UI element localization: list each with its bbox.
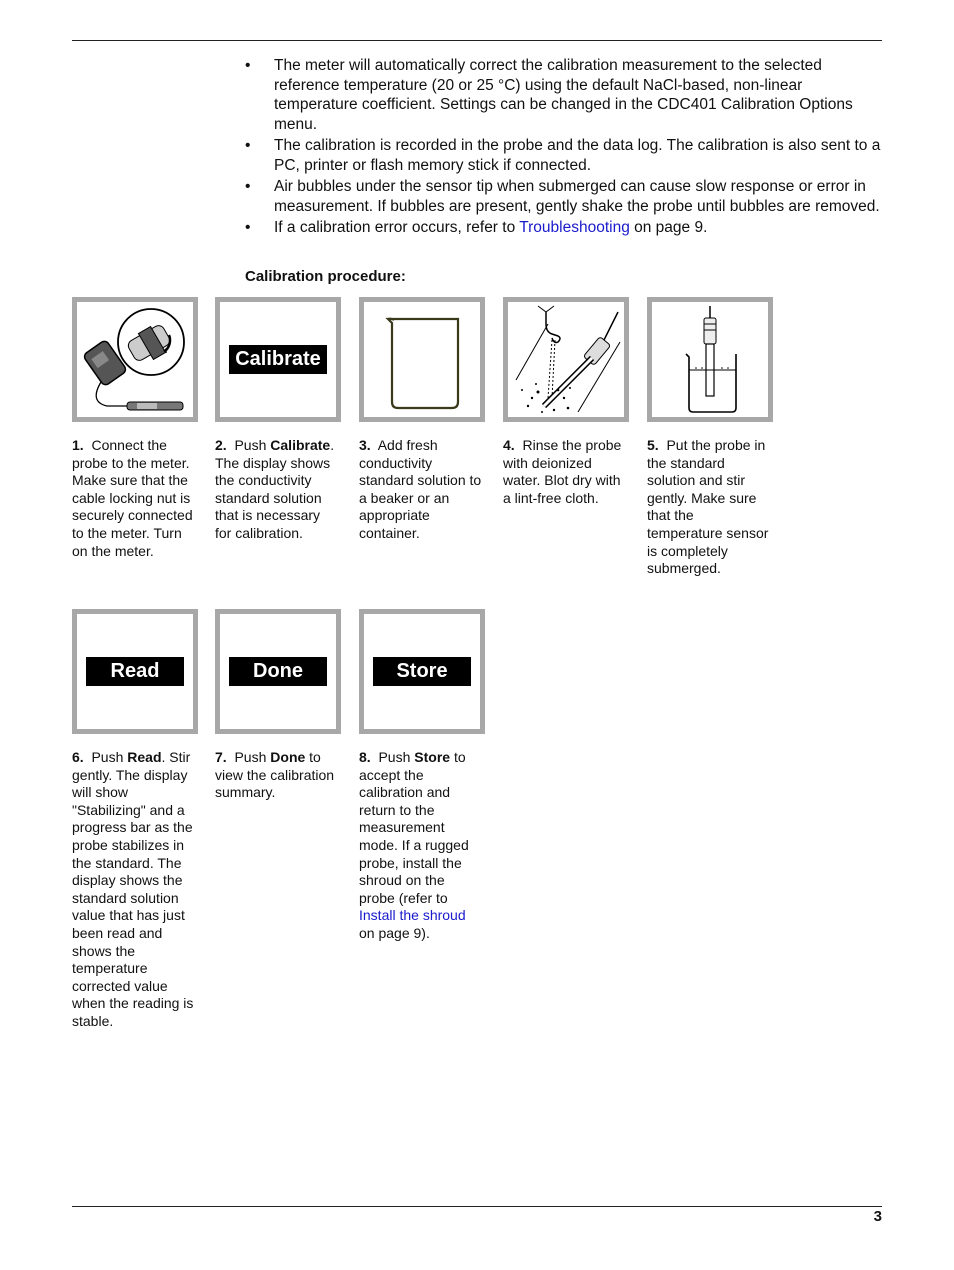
troubleshooting-link[interactable]: Troubleshooting <box>519 219 630 236</box>
step-6 <box>72 609 198 1031</box>
done-key-graphic: Done <box>229 657 327 686</box>
notes-list <box>245 56 885 240</box>
step-7-caption: 7. Push Done to view the calibration summary. <box>215 749 335 801</box>
install-shroud-link[interactable]: Install the shroud <box>359 907 466 924</box>
note-item: • The calibration is recorded in the probe and the data log. The calibration is also sent to a PC, printer or flash memory stick if connected. <box>245 137 881 174</box>
step-text: Add fresh conductivity standard solution to a beaker or an appropriate container. <box>359 437 482 541</box>
step-3-illustration <box>359 297 485 422</box>
header-rule <box>72 40 882 41</box>
key-name: Read <box>127 749 162 765</box>
step-number: 1. <box>72 437 84 453</box>
read-key-graphic: Read <box>86 657 184 686</box>
probe-connect-icon <box>77 302 193 417</box>
note-text: The meter will automatically correct the calibration measurement to the selected reference temperature (20 or 25 °C) using the default NaCl-based, non-linear temperature coefficient. Settings can be changed in the CDC401 Calibration Options menu. <box>274 57 853 133</box>
step-number: 3. <box>359 437 371 453</box>
step-1 <box>72 297 198 560</box>
step-2-illustration <box>215 297 341 422</box>
note-text: The calibration is recorded in the probe and the data log. The calibration is also sent to a PC, printer or flash memory stick if connected. <box>274 137 881 174</box>
probe-in-beaker-icon <box>652 302 768 417</box>
rinse-probe-icon <box>508 302 624 417</box>
step-8-illustration <box>359 609 485 734</box>
step-5-caption <box>647 437 771 578</box>
step-4-caption <box>503 437 627 507</box>
step-7 <box>215 609 341 802</box>
key-name: Store <box>414 749 451 765</box>
note-text: Air bubbles under the sensor tip when submerged can cause slow response or error in measurement. If bubbles are present, gently shake the probe until bubbles are removed. <box>274 178 880 215</box>
step-number: 2. <box>215 437 227 453</box>
step-number: 7. <box>215 749 227 765</box>
step-3 <box>359 297 485 543</box>
step-6-illustration <box>72 609 198 734</box>
note-item: • Air bubbles under the sensor tip when submerged can cause slow response or error in measurement. If bubbles are present, gently shake the probe until bubbles are removed. <box>245 178 880 215</box>
key-name: Calibrate <box>270 437 331 453</box>
step-text: Put the probe in the standard solution and stir gently. Make sure that the temperature sensor is completely submerged. <box>647 437 769 577</box>
step-text: Rinse the probe with deionized water. Blot dry with a lint-free cloth. <box>503 437 622 506</box>
note-item: • If a calibration error occurs, refer to Troubleshooting on page 9. <box>245 219 708 236</box>
step-1-caption <box>72 437 196 560</box>
note-text: on page 9. <box>629 219 708 236</box>
page-number: 3 <box>873 1208 882 1225</box>
step-5-illustration <box>647 297 773 422</box>
step-2 <box>215 297 341 543</box>
step-number: 5. <box>647 437 659 453</box>
note-text: If a calibration error occurs, refer to <box>274 219 520 236</box>
procedure-heading: Calibration procedure: <box>245 268 406 285</box>
step-number: 4. <box>503 437 515 453</box>
step-3-caption <box>359 437 483 543</box>
step-number: 6. <box>72 749 84 765</box>
step-7-illustration <box>215 609 341 734</box>
footer-rule <box>72 1206 882 1207</box>
beaker-icon <box>364 302 480 417</box>
key-name: Done <box>270 749 306 765</box>
step-4 <box>503 297 629 507</box>
step-4-illustration <box>503 297 629 422</box>
note-item: • The meter will automatically correct the calibration measurement to the selected reference temperature (20 or 25 °C) using the default NaCl-based, non-linear temperature coefficient. Settings can be changed in the CDC401 Calibration Options menu. <box>245 57 853 133</box>
step-text: Connect the probe to the meter. Make sure that the cable locking nut is securely connected to the meter. Turn on the meter. <box>72 437 193 559</box>
step-8-caption: 8. Push Store to accept the calibration and return to the measurement mode. If a rugged probe, install the shroud on the probe (refer to Install the shroud on page 9). <box>359 749 469 941</box>
store-key-graphic: Store <box>373 657 471 686</box>
step-number: 8. <box>359 749 371 765</box>
step-1-illustration <box>72 297 198 422</box>
step-2-caption: 2. Push Calibrate. The display shows the conductivity standard solution that is necessary for calibration. <box>215 437 335 541</box>
step-6-caption: 6. Push Read. Stir gently. The display will show "Stabilizing" and a progress bar as the probe stabilizes in the standard. The display shows the standard solution value that has just been read and shows the temperature corrected value when the reading is stable. <box>72 749 194 1029</box>
step-5 <box>647 297 773 578</box>
step-8 <box>359 609 485 943</box>
calibrate-key-graphic: Calibrate <box>229 345 327 374</box>
